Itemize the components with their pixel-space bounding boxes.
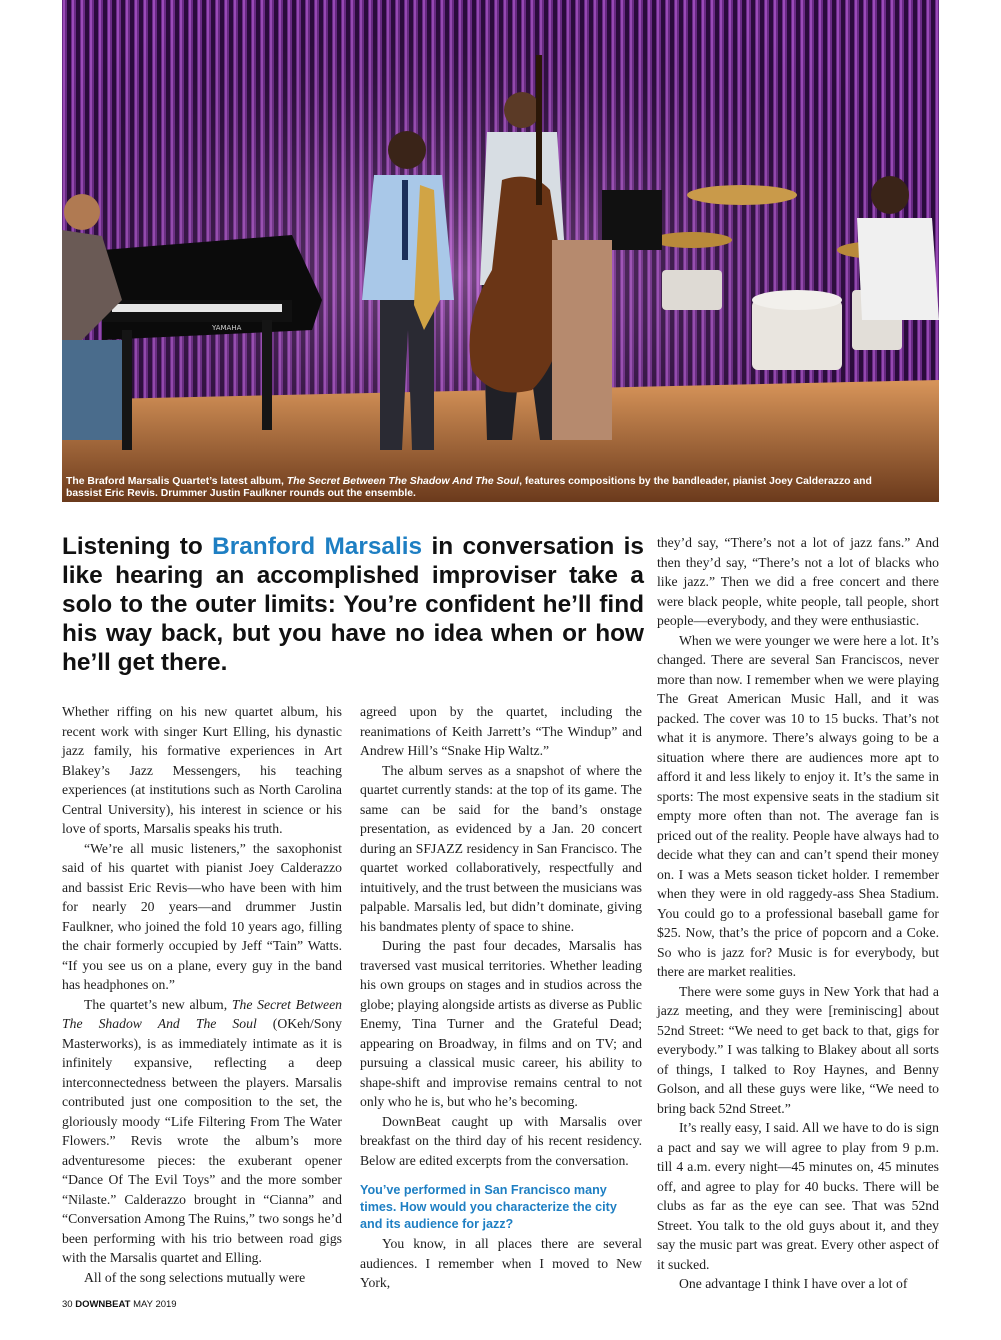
article-column-1: [62, 702, 342, 1287]
paragraph: You know, in all places there are several audiences. I remember when I moved to New York,: [360, 1236, 642, 1291]
paragraph: they’d say, “There’s not a lot of jazz fans.” And then they’d say, “There’s not a lot of blacks who like jazz.” Then we did a free concert and there were black people, white people, tall people, short people—everybody, and they were enthusiastic.: [657, 535, 939, 628]
stage-scene: [62, 0, 939, 502]
paragraph: “We’re all music listeners,” the saxophonist said of his quartet with pianist Joey Calderazzo and bassist Eric Revis—who have been with him for nearly 20 years—and drummer Justin Faulkner, who joined the fold 10 years ago, filling the chair formerly occupied by Jeff “Tain” Watts. “If you see us on a plane, every guy in the band has headphones on.”: [62, 840, 342, 992]
paragraph: The album serves as a snapshot of where the quartet currently stands: at the top of its game. The same can be said for the band’s onstage presentation, as evidenced by a Jan. 20 concert during an SFJAZZ residency in San Francisco. The quartet worked collaboratively, respectfully and intuitively, and the trust between the musicians was palpable. Marsalis led, but didn’t dominate, giving his bandmates plenty of space to shine.: [360, 762, 642, 934]
paragraph: When we were younger we were here a lot. It’s changed. There are several San Franciscos, never more than now. I remember when we were playing The Great American Music Hall, and it was packed. The cover was 10 to 15 bucks. That’s not what it is anymore. There’s always going to be a situation where there are audiences more apt to afford it and less likely to enjoy it. It’s the same in sports: The most expensive seats in the stadium sit empty more often than not. The average fan is priced out of the reality. People have always had to decide what they can and can’t spend their money on. I was a Mets season ticket holder. I remember when they were in old raggedy-ass Shea Stadium. You could go to a professional baseball game for $25. Now, that’s the price of popcorn and a Coke. So who is jazz for? Music is for everybody, but there are market realities.: [657, 632, 939, 979]
page-footer: [62, 1299, 177, 1310]
paragraph: The quartet’s new album, The Secret Between The Shadow And The Soul (OKeh/Sony Masterworks), is as immediately intimate as it is infinitely expansive, reflecting a deep interconnectedness between the players. Marsalis contributed just one composition to the set, the gloriously moody “Life Filtering From The Water Flowers.” Revis wrote the album’s more adventuresome pieces: the exuberant opener “Dance Of The Evil Toys” and the more somber “Nilaste.” Calderazzo brought in “Cianna” and “Conversation Among The Ruins,” two songs he’d been performing with his trio between road gigs with the Marsalis quartet and Elling.: [62, 996, 342, 1265]
stage-pedestal: [552, 240, 612, 440]
photo-caption: The Braford Marsalis Quartet’s latest album, The Secret Between The Shadow And The Soul, features compositions by the bandleader, pianist Joey Calderazzo and bassist Eric Revis. Drummer Justin Faulkner rounds out the ensemble.: [66, 476, 872, 499]
issue-date: MAY 2019: [133, 1299, 177, 1310]
piano-brand: YAMAHA: [212, 324, 242, 332]
interview-question: You’ve performed in San Francisco many times. How would you characterize the city and its audience for jazz?: [360, 1183, 617, 1231]
concert-photo: [62, 0, 939, 502]
paragraph: DownBeat caught up with Marsalis over breakfast on the third day of his recent residency. Below are edited excerpts from the conversation.: [360, 1113, 642, 1168]
paragraph: During the past four decades, Marsalis has traversed vast musical territories. Whether leading his own groups on stages and in studios across the globe; playing alongside artists as diverse as Public Enemy, Tina Turner and the Grateful Dead; appearing on Broadway, in films and on TV; and pursuing a classical music career, his ability to shape-shift and improvise remains central to not only who he is, but who he’s becoming.: [360, 938, 642, 1109]
page-number: 30: [62, 1299, 73, 1310]
article-column-3: [657, 533, 939, 1294]
paragraph: All of the song selections mutually were: [84, 1269, 306, 1285]
magazine-name: DOWNBEAT: [75, 1299, 131, 1310]
paragraph: It’s really easy, I said. All we have to do is sign a pact and say we will agree to play from 9 p.m. till 4 a.m. every night—45 minutes on, 45 minutes off, and agree to play for 40 bucks. There will be clubs as far as the eye can see. That was 52nd Street. You talk to the old guys about it, and they say the music part was great. Every other aspect of it sucked.: [657, 1120, 939, 1272]
article-deck: Listening to Branford Marsalis in conversation is like hearing an accomplished improviser take a solo to the outer limits: You’re confident he’ll find his way back, but you have no idea when or how he’ll get there.: [62, 533, 644, 676]
paragraph: One advantage I think I have over a lot of: [679, 1276, 908, 1291]
subject-name: Branford Marsalis: [212, 533, 423, 560]
paragraph: There were some guys in New York that had a jazz meeting, and they were [reminiscing] about 52nd Street: “We need to get back to that, gigs for everybody.” I was talking to Blakey about all sorts of things, I talked to Roy Haynes, and Benny Golson, and all these guys were like, “We need to bring back 52nd Street.”: [657, 983, 939, 1116]
paragraph: agreed upon by the quartet, including the reanimations of Keith Jarrett’s “The Windup” and Andrew Hill’s “Snake Hip Waltz.”: [360, 704, 642, 758]
article-column-2: [360, 702, 642, 1293]
paragraph: Whether riffing on his new quartet album, his recent work with singer Kurt Elling, his dynastic jazz family, his formative experiences in Art Blakey’s Jazz Messengers, his teaching experiences (at institutions such as North Carolina Central University), his interest in science or his love of sports, Marsalis speaks his truth.: [62, 704, 342, 836]
